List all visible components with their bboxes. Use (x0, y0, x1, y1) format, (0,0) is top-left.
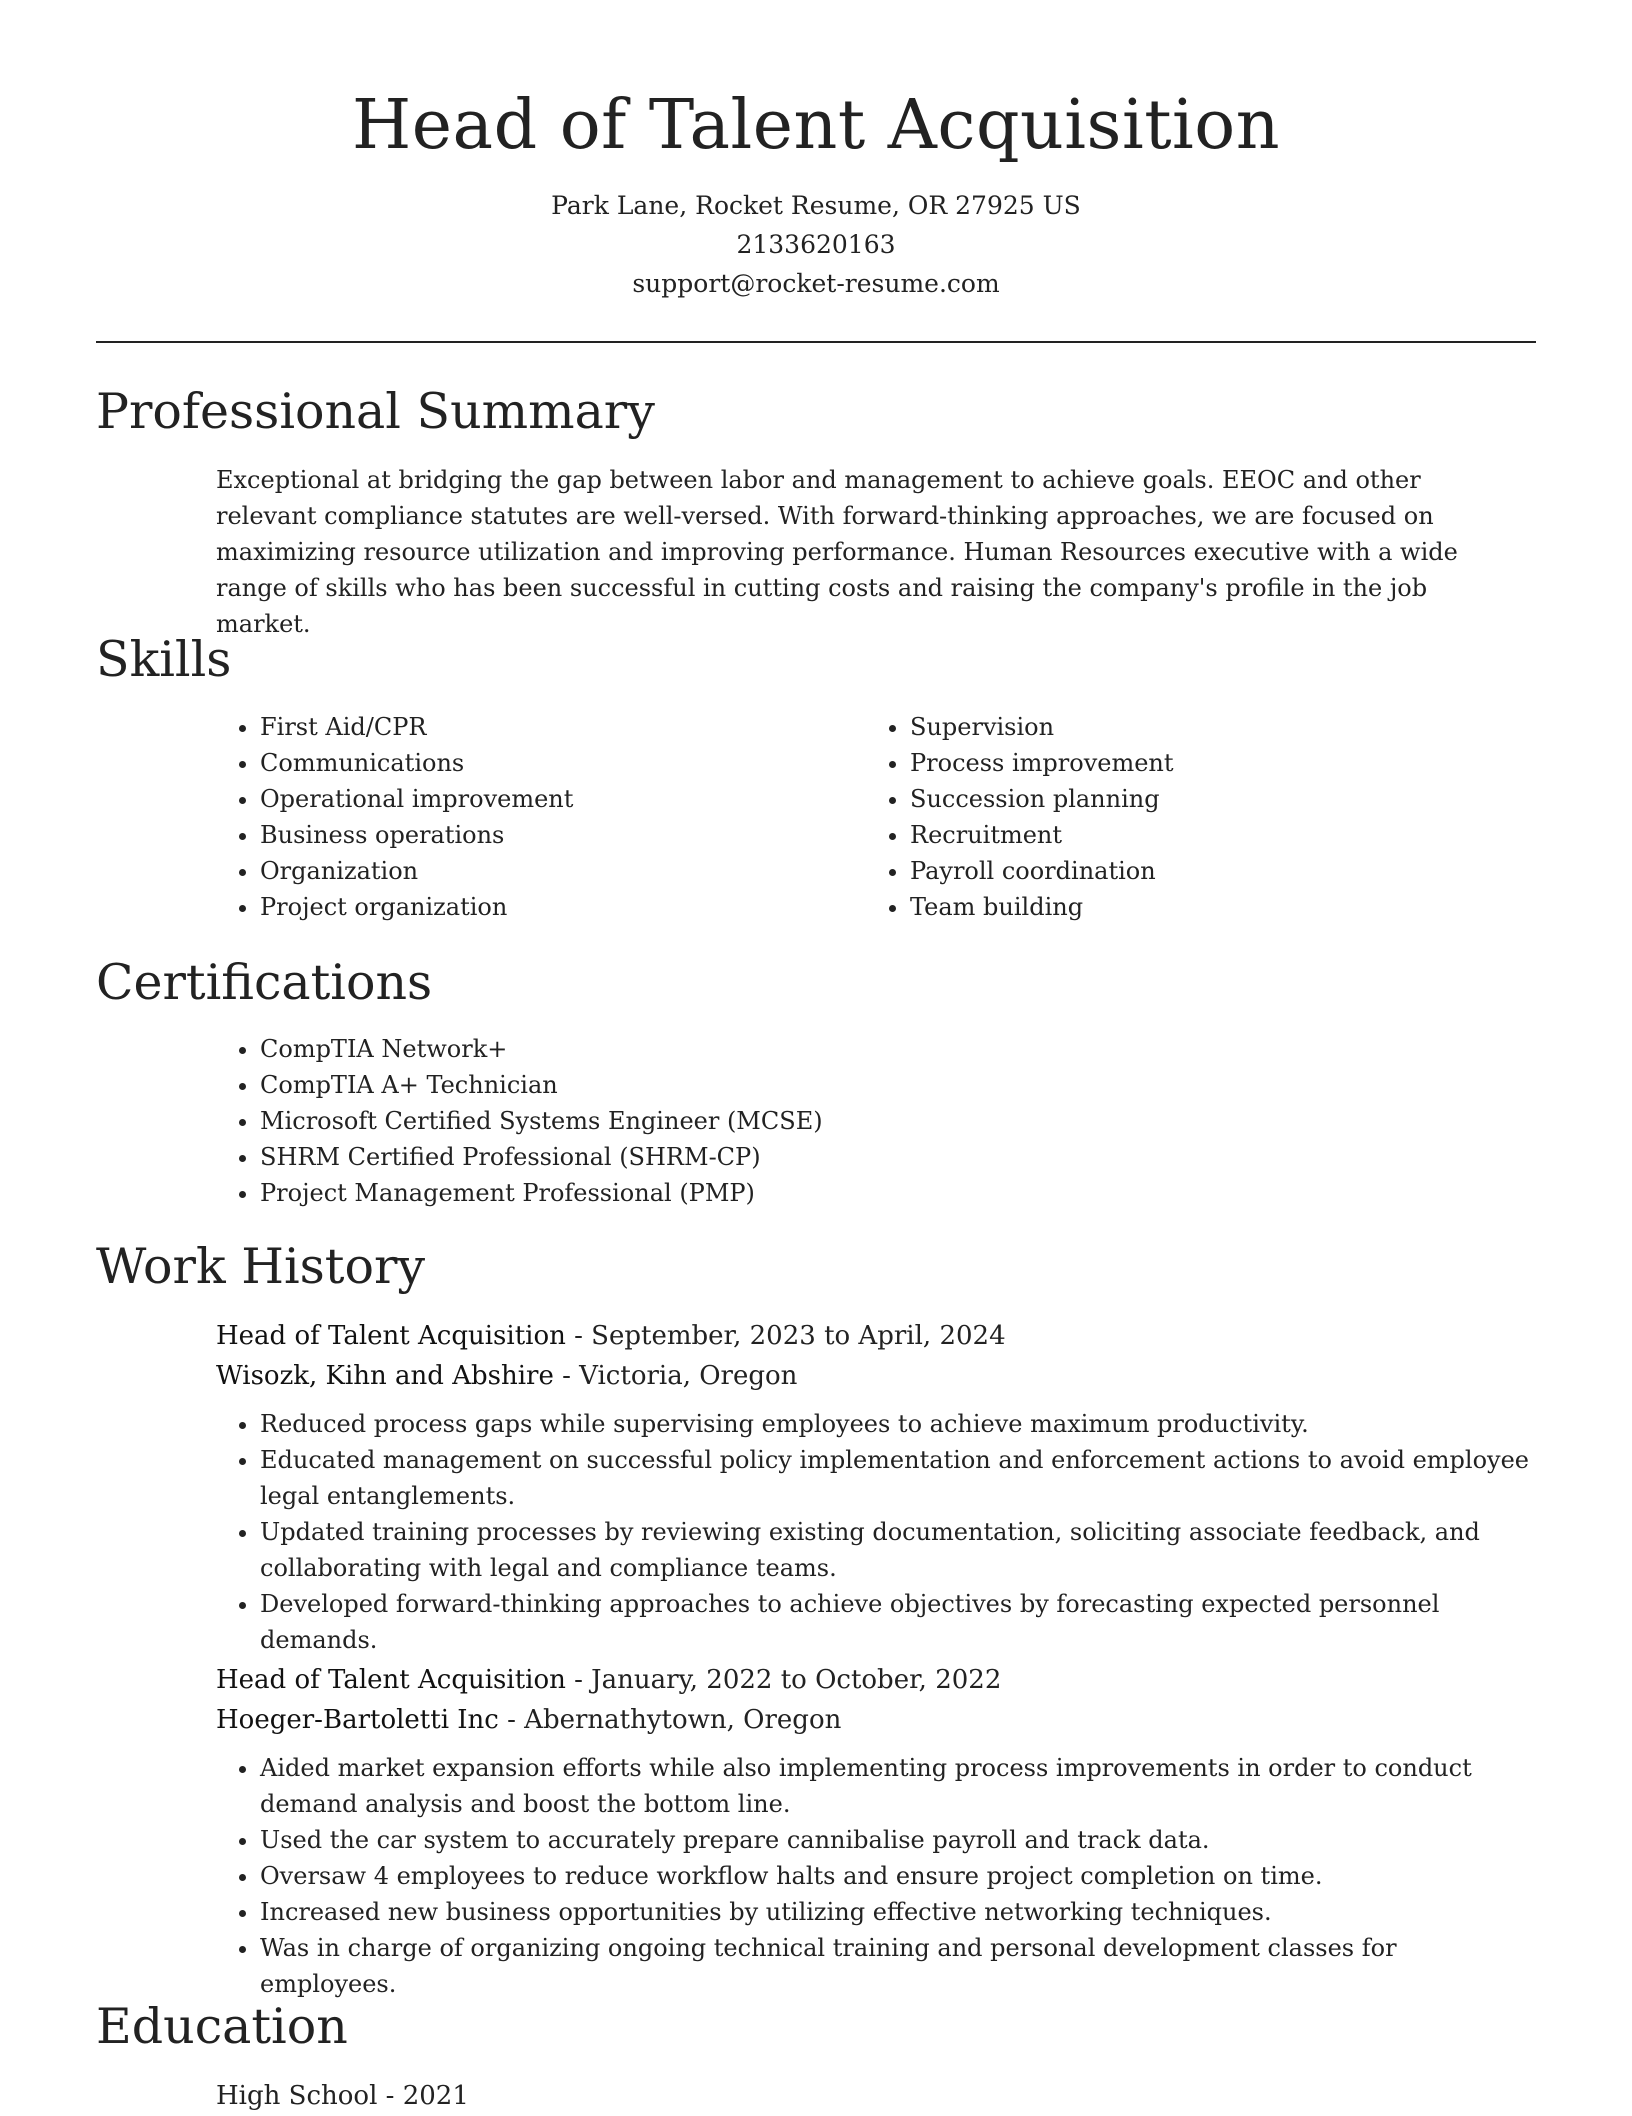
summary-paragraph: Exceptional at bridging the gap between labor and management to achieve goals. EEOC and other relevant compliance statutes are well-versed. With forward-thinking approaches, we are focused on maximizing resource utilization and improving performance. Human Resources executive with a wide range of skills who has been successful in cutting costs and raising the company's profile in the job market. (216, 466, 1458, 638)
skill-item: • Recruitment (910, 817, 1506, 853)
job-bullet: • Updated training processes by reviewing existing documentation, soliciting associate feedback, and collaborating with legal and compliance teams. (260, 1514, 1536, 1586)
skill-item: • Organization (260, 853, 816, 889)
job-entry (216, 1660, 1536, 2002)
job-dates: - September, 2023 to April, 2024 (565, 1321, 1006, 1351)
certification-item: • Project Management Professional (PMP) (260, 1175, 1516, 1211)
job-heading (216, 1660, 1536, 1700)
job-company: Wisozk, Kihn and Abshire (216, 1361, 554, 1391)
skills-column-right (866, 709, 1506, 925)
section-title-summary: Professional Summary (96, 383, 655, 440)
skill-item: • Succession planning (910, 781, 1506, 817)
skill-item: • First Aid/CPR (260, 709, 816, 745)
certification-item: • Microsoft Certified Systems Engineer (MCSE) (260, 1103, 1516, 1139)
resume-title: Head of Talent Acquisition (351, 86, 1280, 165)
job-heading (216, 1316, 1536, 1356)
skill-item: • Team building (910, 889, 1506, 925)
certification-item: • CompTIA Network+ (260, 1031, 1516, 1067)
section-title-work-history: Work History (96, 1238, 426, 1295)
section-title-skills: Skills (96, 631, 232, 688)
education-entry (216, 2076, 1516, 2116)
job-bullet: • Reduced process gaps while supervising employees to achieve maximum productivity. (260, 1406, 1536, 1442)
job-bullets (216, 1406, 1536, 1658)
job-dates: - January, 2022 to October, 2022 (565, 1665, 1002, 1695)
skill-item: • Operational improvement (260, 781, 816, 817)
certifications-list (216, 1031, 1516, 1211)
skill-item: • Payroll coordination (910, 853, 1506, 889)
job-company: Hoeger-Bartoletti Inc (216, 1705, 499, 1735)
resume-header (0, 78, 1632, 303)
contact-address: Park Lane, Rocket Resume, OR 27925 US (551, 191, 1081, 220)
education-year: - 2021 (377, 2081, 469, 2111)
contact-email: support@rocket-resume.com (632, 269, 1000, 298)
skills-list-right (866, 709, 1506, 925)
skill-item: • Communications (260, 745, 816, 781)
skill-item: • Supervision (910, 709, 1506, 745)
job-entry (216, 1316, 1536, 1658)
header-divider (96, 341, 1536, 343)
job-bullets (216, 1750, 1536, 2002)
skill-item: • Project organization (260, 889, 816, 925)
education-degree: High School (216, 2081, 378, 2111)
job-employer (216, 1700, 1536, 1740)
certifications-block (216, 1031, 1516, 1211)
job-bullet: • Aided market expansion efforts while also implementing process improvements in order to conduct demand analysis and boost the bottom line. (260, 1750, 1536, 1822)
job-title: Head of Talent Acquisition (216, 1321, 566, 1351)
job-title: Head of Talent Acquisition (216, 1665, 566, 1695)
section-title-certifications: Certifications (96, 954, 433, 1011)
certification-item: • SHRM Certified Professional (SHRM-CP) (260, 1139, 1516, 1175)
job-bullet: • Increased new business opportunities by utilizing effective networking techniques. (260, 1894, 1536, 1930)
job-bullet: • Developed forward-thinking approaches to achieve objectives by forecasting expected personnel demands. (260, 1586, 1536, 1658)
education-heading (216, 2076, 1516, 2116)
certification-item: • CompTIA A+ Technician (260, 1067, 1516, 1103)
job-location: - Abernathytown, Oregon (498, 1705, 842, 1735)
skills-list-left (216, 709, 816, 925)
contact-info (0, 186, 1632, 303)
job-bullet: • Oversaw 4 employees to reduce workflow halts and ensure project completion on time. (260, 1858, 1536, 1894)
skills-column-left (216, 709, 816, 925)
job-bullet: • Used the car system to accurately prepare cannibalise payroll and track data. (260, 1822, 1536, 1858)
section-title-education: Education (96, 1998, 348, 2055)
job-bullet: • Was in charge of organizing ongoing technical training and personal development classes for employees. (260, 1930, 1536, 2002)
contact-phone: 2133620163 (736, 230, 896, 259)
skill-item: • Business operations (260, 817, 816, 853)
job-employer (216, 1356, 1536, 1396)
job-bullet: • Educated management on successful policy implementation and enforcement actions to avoid employee legal entanglements. (260, 1442, 1536, 1514)
skill-item: • Process improvement (910, 745, 1506, 781)
job-location: - Victoria, Oregon (553, 1361, 798, 1391)
